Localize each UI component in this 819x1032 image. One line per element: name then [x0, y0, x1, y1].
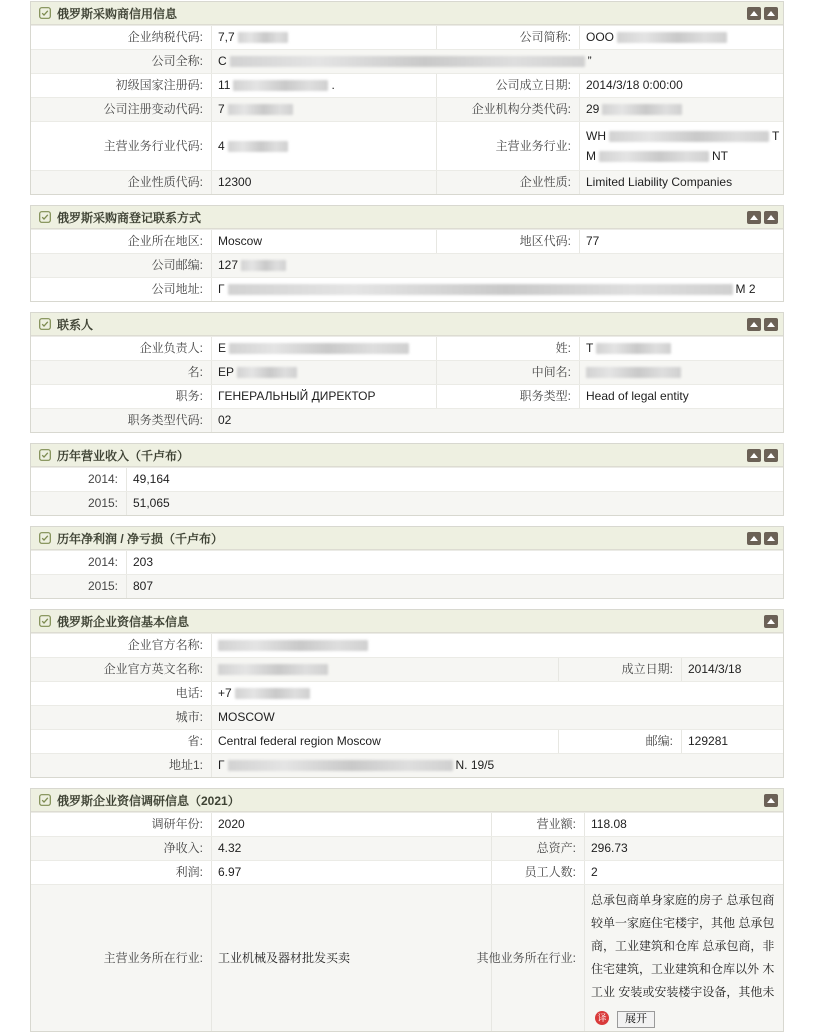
field-value: +7 [211, 682, 783, 705]
table-row [31, 336, 783, 360]
table-row [31, 491, 783, 515]
section-title: 俄罗斯企业资信基本信息 [57, 614, 190, 629]
field-label: 利润: [175, 865, 203, 879]
redacted-text [218, 664, 328, 675]
section-basic-info [30, 609, 784, 778]
table-row [31, 574, 783, 598]
section-header [31, 789, 783, 812]
table-row [31, 253, 783, 277]
arrow-up-icon [750, 453, 758, 458]
table-row [31, 812, 783, 836]
field-value: 127 [211, 254, 783, 277]
field-value: 12300 [211, 171, 436, 194]
field-value: Г М 2 [211, 278, 783, 301]
collapse-button[interactable] [747, 318, 761, 331]
section-header [31, 2, 783, 25]
field-value: WH T M NT [579, 122, 785, 170]
redacted-text [586, 367, 681, 378]
field-label: 企业所在地区: [127, 234, 203, 248]
table-row [31, 705, 783, 729]
field-value: 203 [126, 551, 783, 574]
field-value: MOSCOW [211, 706, 783, 729]
redacted-text [602, 104, 682, 115]
field-label: 职务: [175, 389, 203, 403]
redacted-text [617, 32, 727, 43]
checkbox-icon [39, 211, 51, 223]
table-row [31, 277, 783, 301]
field-value: 2020 [211, 813, 491, 836]
table-row [31, 121, 783, 170]
table-row [31, 884, 783, 1031]
section-title: 俄罗斯采购商信用信息 [57, 6, 178, 21]
expand-button[interactable]: 展开 [617, 1011, 655, 1028]
section-header [31, 610, 783, 633]
field-label: 调研年份: [151, 817, 203, 831]
field-value: C ” [211, 50, 783, 73]
section-header [31, 313, 783, 336]
table-row [31, 633, 783, 657]
arrow-up-icon [750, 11, 758, 16]
table-row [31, 73, 783, 97]
redacted-text [599, 151, 709, 162]
checkbox-icon [39, 7, 51, 19]
table-row [31, 360, 783, 384]
field-value: 118.08 [584, 813, 783, 836]
field-label: 2014: [87, 555, 118, 569]
field-label: 2015: [87, 496, 118, 510]
table-row [31, 97, 783, 121]
section-survey-info [30, 788, 784, 1032]
redacted-text [228, 104, 293, 115]
section-title: 俄罗斯采购商登记联系方式 [57, 210, 202, 225]
field-value: 4.32 [211, 837, 491, 860]
redacted-text [238, 32, 288, 43]
collapse-button[interactable] [764, 615, 778, 628]
field-value: 49,164 [126, 468, 783, 491]
field-label: 电话: [175, 686, 203, 700]
field-value: 2014/3/18 [681, 658, 783, 681]
field-value: 4 [211, 122, 436, 170]
field-value: 2 [584, 861, 783, 884]
field-label: 主营业务行业: [436, 122, 579, 170]
field-value: 296.73 [584, 837, 783, 860]
redacted-text [228, 284, 733, 295]
table-row [31, 170, 783, 194]
redacted-text [237, 367, 297, 378]
field-label: 公司注册变动代码: [103, 102, 203, 116]
field-label: 总资产: [491, 837, 584, 860]
field-label: 城市: [175, 710, 203, 724]
collapse-button[interactable] [747, 449, 761, 462]
redacted-text [230, 56, 585, 67]
table-row [31, 550, 783, 574]
field-value: 11 . [211, 74, 436, 97]
field-value: ГЕНЕРАЛЬНЫЙ ДИРЕКТОР [211, 385, 436, 408]
arrow-up-icon [767, 11, 775, 16]
field-label: 企业纳税代码: [127, 30, 203, 44]
table-row [31, 753, 783, 777]
collapse-all-button[interactable] [764, 318, 778, 331]
field-label: 初级国家注册码: [115, 78, 203, 92]
field-value: Limited Liability Companies [579, 171, 783, 194]
arrow-up-icon [750, 215, 758, 220]
field-label: 公司地址: [151, 282, 203, 296]
field-label: 公司全称: [151, 54, 203, 68]
section-header [31, 444, 783, 467]
arrow-up-icon [767, 619, 775, 624]
field-label: 中间名: [436, 361, 579, 384]
redacted-text [228, 760, 453, 771]
table-row [31, 408, 783, 432]
table-row [31, 681, 783, 705]
collapse-all-button[interactable] [764, 211, 778, 224]
field-label: 主营业务行业代码: [103, 138, 203, 153]
section-title: 历年净利润 / 净亏损（千卢布） [57, 531, 224, 546]
redacted-text [218, 640, 368, 651]
field-label: 2015: [87, 579, 118, 593]
field-value: 77 [579, 230, 783, 253]
checkbox-icon [39, 615, 51, 627]
redacted-text [596, 343, 671, 354]
arrow-up-icon [767, 453, 775, 458]
collapse-all-button[interactable] [764, 449, 778, 462]
field-value: 总承包商单身家庭的房子 总承包商较单一家庭住宅楼宇，其他 总承包商，工业建筑和仓库 总承包商，非住宅建筑，工业建筑和仓库以外 木工业 安装或安装楼宇设备，其他未译 展开 [584, 885, 783, 1031]
field-value: 工业机械及器材批发买卖 [211, 885, 491, 1031]
translate-icon[interactable]: 译 [595, 1011, 609, 1025]
section-contact-info [30, 205, 784, 302]
field-label: 公司邮编: [151, 258, 203, 272]
field-label: 2014: [87, 472, 118, 486]
arrow-up-icon [750, 536, 758, 541]
field-value [211, 634, 783, 657]
field-label: 净收入: [163, 841, 203, 855]
field-label: 企业性质代码: [127, 175, 203, 189]
field-label: 名: [187, 365, 203, 379]
table-row [31, 729, 783, 753]
field-label: 职务类型: [436, 385, 579, 408]
table-row [31, 657, 783, 681]
table-row [31, 467, 783, 491]
section-title: 联系人 [57, 317, 94, 332]
field-label: 职务类型代码: [127, 413, 203, 427]
arrow-up-icon [767, 798, 775, 803]
redacted-text [228, 141, 288, 152]
field-value: 29 [579, 98, 783, 121]
collapse-all-button[interactable] [764, 7, 778, 20]
field-value: 51,065 [126, 492, 783, 515]
collapse-all-button[interactable] [764, 532, 778, 545]
field-value: 7,7 [211, 26, 436, 49]
section-title: 俄罗斯企业资信调研信息（2021） [57, 793, 240, 808]
field-label: 企业负责人: [139, 341, 203, 355]
table-row [31, 836, 783, 860]
arrow-up-icon [767, 536, 775, 541]
collapse-button[interactable] [747, 211, 761, 224]
field-label: 邮编: [558, 730, 681, 753]
field-value: 6.97 [211, 861, 491, 884]
checkbox-icon [39, 449, 51, 461]
field-value: Moscow [211, 230, 436, 253]
field-value: 2014/3/18 0:00:00 [579, 74, 783, 97]
field-label: 地区代码: [436, 230, 579, 253]
field-label: 公司成立日期: [436, 74, 579, 97]
checkbox-icon [39, 794, 51, 806]
field-label: 员工人数: [491, 861, 584, 884]
collapse-button[interactable] [747, 532, 761, 545]
checkbox-icon [39, 532, 51, 544]
field-value: OOO [579, 26, 783, 49]
collapse-button[interactable] [747, 7, 761, 20]
field-label: 成立日期: [558, 658, 681, 681]
field-label: 企业机构分类代码: [436, 98, 579, 121]
redacted-text [229, 343, 409, 354]
section-title: 历年营业收入（千卢布） [57, 448, 190, 463]
field-label: 企业官方英文名称: [103, 662, 203, 676]
field-value: Т [579, 337, 783, 360]
checkbox-icon [39, 318, 51, 330]
field-label: 营业额: [491, 813, 584, 836]
arrow-up-icon [750, 322, 758, 327]
redacted-text [609, 131, 769, 142]
field-value: Head of legal entity [579, 385, 783, 408]
field-label: 主营业务所在行业: [103, 950, 203, 965]
field-label: 企业性质: [436, 171, 579, 194]
table-row [31, 49, 783, 73]
field-label: 地址1: [168, 758, 203, 772]
section-header [31, 527, 783, 550]
table-row [31, 860, 783, 884]
field-label: 企业官方名称: [127, 638, 203, 652]
field-value: 807 [126, 575, 783, 598]
field-value: 02 [211, 409, 783, 432]
section-profit-history [30, 526, 784, 599]
field-label: 公司简称: [436, 26, 579, 49]
table-row [31, 384, 783, 408]
section-header [31, 206, 783, 229]
section-revenue-history [30, 443, 784, 516]
redacted-text [235, 688, 310, 699]
redacted-text [233, 80, 328, 91]
field-value: Г N. 19/5 [211, 754, 783, 777]
field-value [211, 658, 558, 681]
section-credit-info [30, 1, 784, 195]
field-value [579, 361, 783, 384]
field-label: 省: [187, 734, 203, 748]
table-row [31, 25, 783, 49]
redacted-text [241, 260, 286, 271]
arrow-up-icon [767, 215, 775, 220]
field-value: 129281 [681, 730, 783, 753]
field-value: Е [211, 337, 436, 360]
section-contact-person [30, 312, 784, 433]
field-label: 姓: [436, 337, 579, 360]
table-row [31, 229, 783, 253]
arrow-up-icon [767, 322, 775, 327]
field-value: Central federal region Moscow [211, 730, 558, 753]
field-value: 7 [211, 98, 436, 121]
field-label: 其他业务所在行业: [491, 885, 584, 1031]
field-value: ЕР [211, 361, 436, 384]
collapse-button[interactable] [764, 794, 778, 807]
